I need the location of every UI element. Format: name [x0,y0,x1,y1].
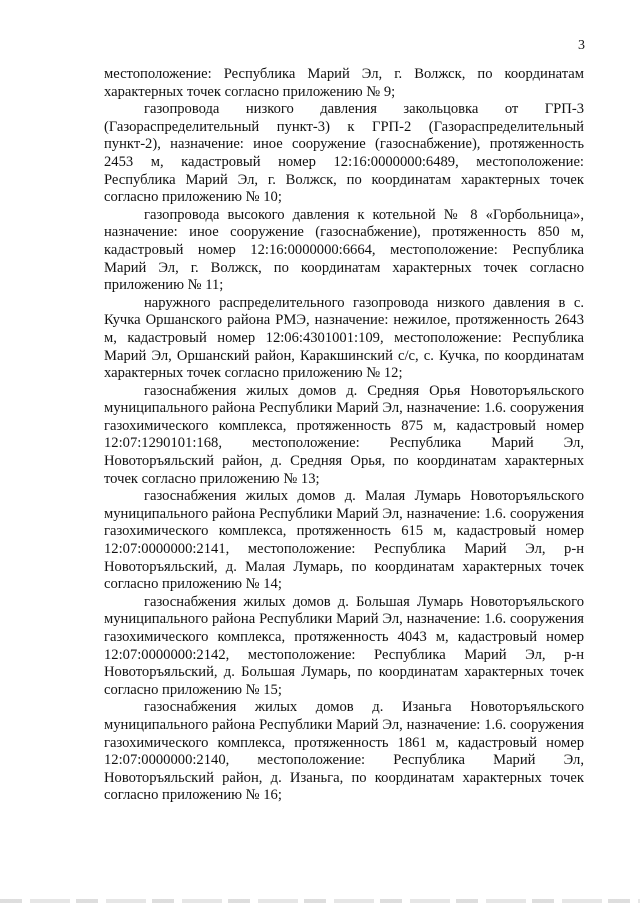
paragraph-continuation: местоположение: Республика Марий Эл, г. Волжск, по координатам характерных точек согласно приложению № 9; [104,66,584,100]
page-number: 3 [578,38,585,53]
paragraph-kuchka-gas-pipeline: наружного распределительного газопровода низкого давления в с. Кучка Оршанского района РМЭ, назначение: нежилое, протяженность 2643 м, кадастровый номер 12:06:4301001:109, местоположение: Республика Марий Эл, Оршанский район, Каракшинский с/с, с. Кучка, по координатам характерных точек согласно приложению № 12; [104,294,584,382]
paragraph-bolshaya-lumar-gas-supply: газоснабжения жилых домов д. Большая Лумарь Новоторъяльского муниципального района Республики Марий Эл, назначение: 1.6. сооружения газохимического комплекса, протяженность 4043 м, кадастровый номер 12:07:0000000:2142, местоположение: Республика Марий Эл, р-н Новоторъяльский, д. Большая Лумарь, по координатам характерных точек согласно приложению № 15; [104,593,584,698]
paragraph-izanga-gas-supply: газоснабжения жилых домов д. Изаньга Новоторъяльского муниципального района Республики Марий Эл, назначение: 1.6. сооружения газохимического комплекса, протяженность 1861 м, кадастровый номер 12:07:0000000:2140, местоположение: Республика Марий Эл, Новоторъяльский район, д. Изаньга, по координатам характерных точек согласно приложению № 16; [104,699,584,804]
document-body [104,66,584,805]
paragraph-srednyaya-orya-gas-supply: газоснабжения жилых домов д. Средняя Орья Новоторъяльского муниципального района Республики Марий Эл, назначение: 1.6. сооружения газохимического комплекса, протяженность 875 м, кадастровый номер 12:07:1290101:168, местоположение: Республика Марий Эл, Новоторъяльский район, д. Средняя Орья, по координатам характерных точек согласно приложению № 13; [104,382,584,487]
paragraph-grp3-grp2-gas-pipeline: газопровода низкого давления закольцовка от ГРП-3 (Газораспределительный пункт-3) к ГРП-2 (Газораспределительный пункт-2), назначение: иное сооружение (газоснабжение), протяженность 2453 м, кадастровый номер 12:16:0000000:6489, местоположение: Республика Марий Эл, г. Волжск, по координатам характерных точек согласно приложению № 10; [104,101,584,206]
scan-edge-artifact [0,899,640,903]
paragraph-malaya-lumar-gas-supply: газоснабжения жилых домов д. Малая Лумарь Новоторъяльского муниципального района Республики Марий Эл, назначение: 1.6. сооружения газохимического комплекса, протяженность 615 м, кадастровый номер 12:07:0000000:2141, местоположение: Республика Марий Эл, р-н Новоторъяльский, д. Малая Лумарь, по координатам характерных точек согласно приложению № 14; [104,488,584,593]
paragraph-high-pressure-gas-pipeline: газопровода высокого давления к котельной № 8 «Горбольница», назначение: иное сооружение (газоснабжение), протяженность 850 м, кадастровый номер 12:16:0000000:6664, местоположение: Республика Марий Эл, г. Волжск, по координатам характерных точек согласно приложению № 11; [104,206,584,294]
